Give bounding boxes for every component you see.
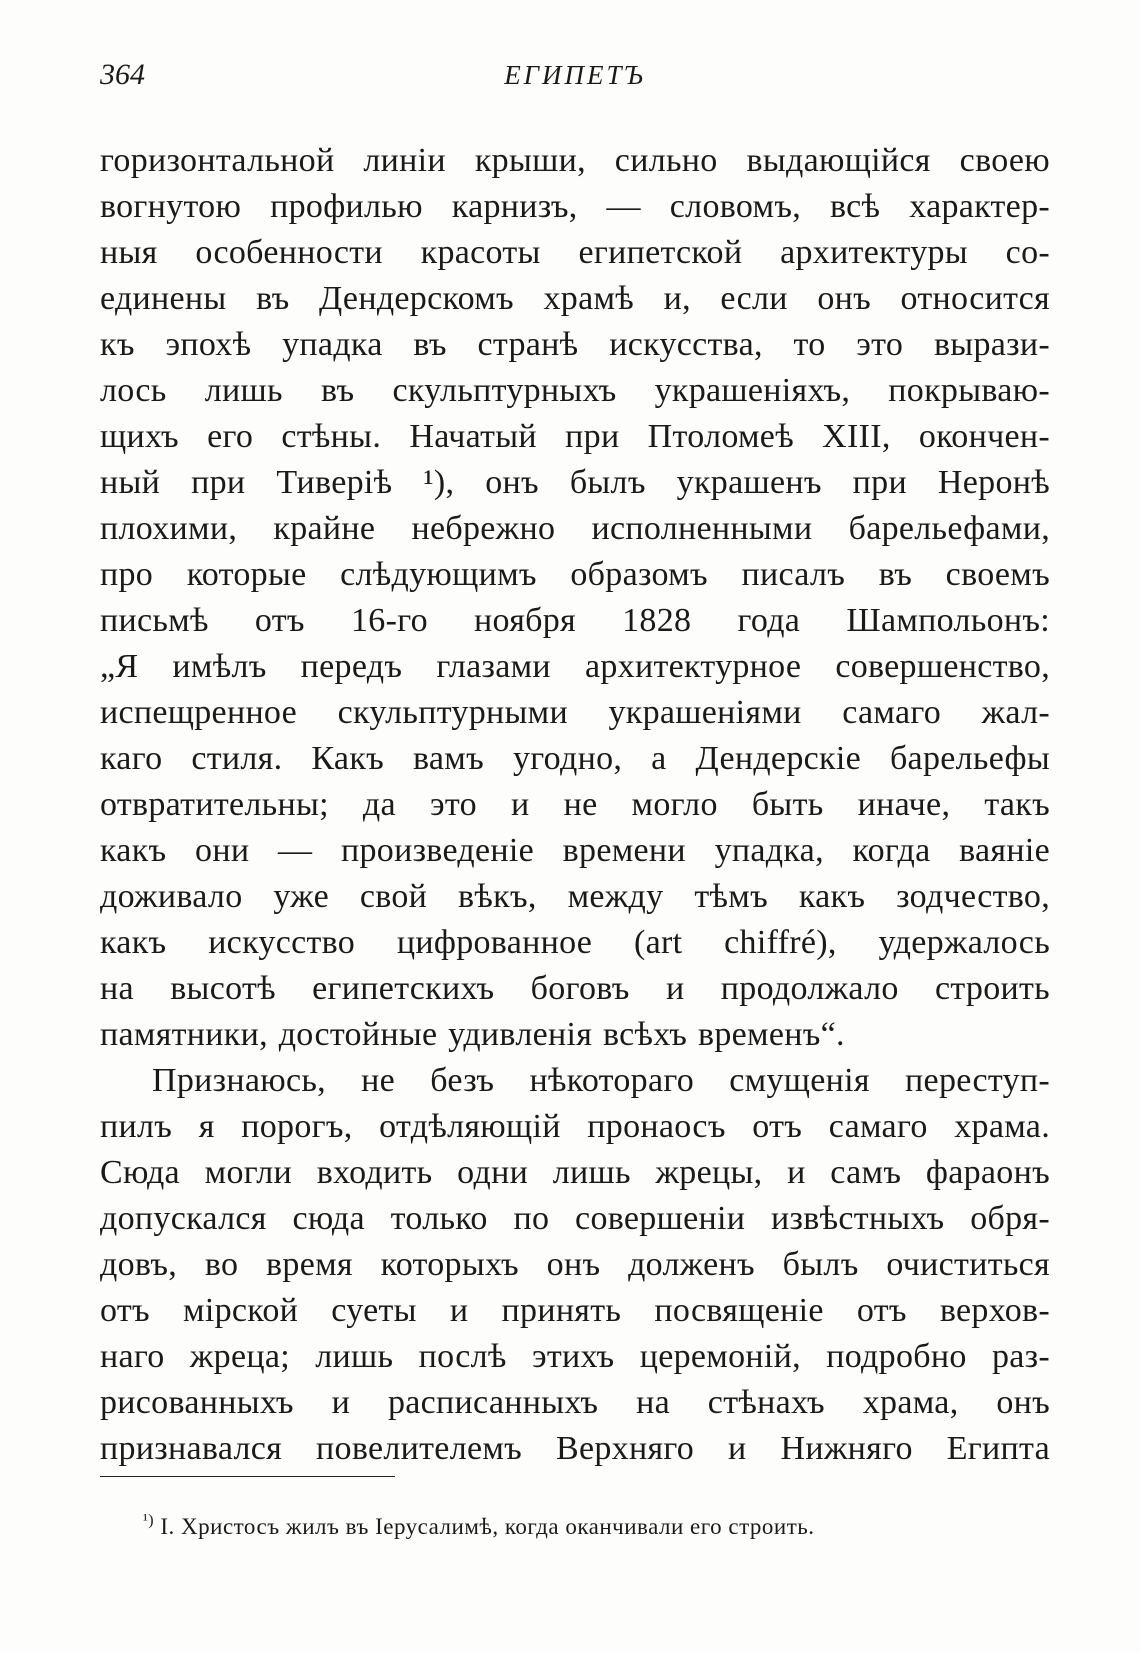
text-line: отъ мiрской суеты и принять посвященiе отъ верхов- [100,1292,1050,1329]
body-text [100,138,1050,1472]
text-line: единены въ Дендерскомъ храмѣ и, если онъ относится [100,280,1050,317]
footnote-mark: ¹) [143,1512,155,1529]
text-line: горизонтальной линiи крыши, сильно выдающiйся своею [100,142,1050,179]
text-line: довъ, во время которыхъ онъ долженъ былъ очиститься [100,1246,1050,1283]
footnote [143,1514,815,1540]
text-line: вогнутою профилью карнизъ, — словомъ, всѣ характер- [100,188,1050,225]
text-line: наго жреца; лишь послѣ этихъ церемонiй, подробно раз- [100,1338,1050,1375]
page-number: 364 [100,58,145,91]
text-line: какъ искусство цифрованное (art chiffré), удержалось [100,924,1050,961]
text-line: на высотѣ египетскихъ боговъ и продолжало строить [100,970,1050,1007]
footnote-text: I. Христосъ жилъ въ Iерусалимѣ, когда оканчивали его строить. [160,1514,815,1539]
text-line: ный при Тиверiѣ ¹), онъ былъ украшенъ при Неронѣ [100,464,1050,501]
text-line: рисованныхъ и расписанныхъ на стѣнахъ храма, онъ [100,1384,1050,1421]
text-line: каго стиля. Какъ вамъ угодно, а Дендерскiе барельефы [100,740,1050,777]
text-line: „Я имѣлъ передъ глазами архитектурное совершенство, [100,648,1050,685]
text-line: къ эпохѣ упадка въ странѣ искусства, то это вырази- [100,326,1050,363]
text-line: памятники, достойные удивленiя всѣхъ временъ“. [100,1016,845,1053]
text-line: признавался повелителемъ Верхняго и Нижняго Египта [100,1430,1050,1467]
page-title: ЕГИПЕТЪ [504,60,646,90]
text-line: допускался сюда только по совершенiи извѣстныхъ обря- [100,1200,1050,1237]
text-line: плохими, крайне небрежно исполненными барельефами, [100,510,1050,547]
text-line: щихъ его стѣны. Начатый при Птоломеѣ XIII, окончен- [100,418,1050,455]
footnote-divider [100,1476,395,1477]
text-line: доживало уже свой вѣкъ, между тѣмъ какъ зодчество, [100,878,1050,915]
running-head [100,58,1050,98]
text-line: пилъ я порогъ, отдѣляющiй пронаосъ отъ самаго храма. [100,1108,1050,1145]
text-line: письмѣ отъ 16-го ноября 1828 года Шампольонъ: [100,602,1050,639]
text-line: про которые слѣдующимъ образомъ писалъ въ своемъ [100,556,1050,593]
text-line: отвратительны; да это и не могло быть иначе, такъ [100,786,1050,823]
paragraph-start-line: Признаюсь, не безъ нѣкотораго смущенiя переступ- [152,1062,1050,1099]
text-line: Сюда могли входить одни лишь жрецы, и самъ фараонъ [100,1154,1050,1191]
text-line: какъ они — произведенiе времени упадка, когда ваянiе [100,832,1050,869]
text-line: ныя особенности красоты египетской архитектуры со- [100,234,1050,271]
text-line: лось лишь въ скульптурныхъ украшенiяхъ, покрываю- [100,372,1050,409]
text-line: испещренное скульптурными украшенiями самаго жал- [100,694,1050,731]
